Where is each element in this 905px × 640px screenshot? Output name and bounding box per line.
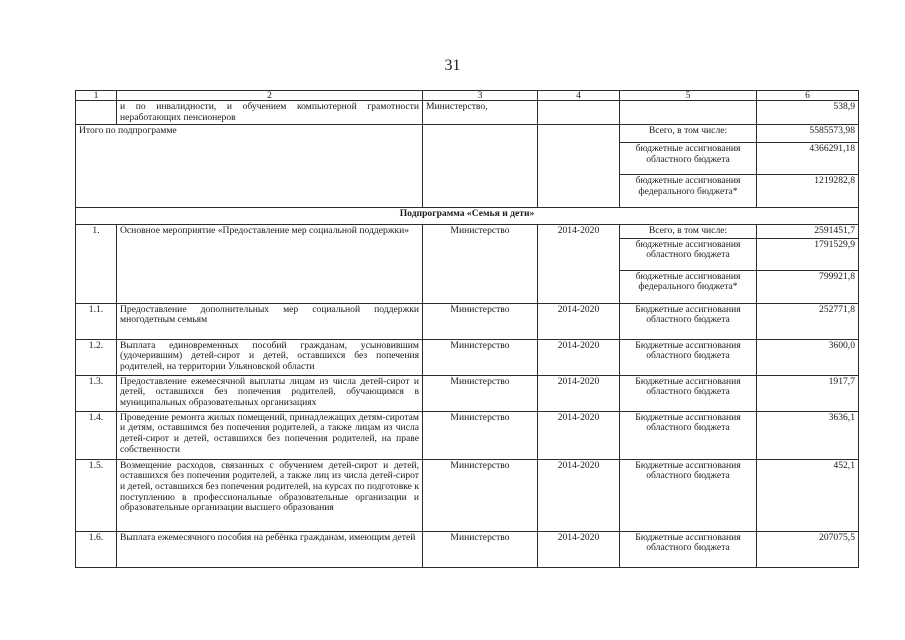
main-item-period: 2014-2020 bbox=[538, 225, 620, 304]
row-source: Бюджетные ассигнования областного бюджета bbox=[620, 303, 757, 339]
program-table bbox=[75, 90, 859, 568]
subtotal-amount-federal: 1219282,8 bbox=[757, 175, 859, 208]
row-num: 1.1. bbox=[76, 303, 117, 339]
subtotal-source-federal: бюджетные ассигнования федерального бюджета* bbox=[620, 175, 757, 208]
row-period: 2014-2020 bbox=[538, 339, 620, 375]
row-source: Бюджетные ассигнования областного бюджета bbox=[620, 411, 757, 459]
continuation-text: и по инвалидности, и обучением компьютерной грамотности неработающих пенсионеров bbox=[117, 101, 423, 125]
subtotal-source-total: Всего, в том числе: bbox=[620, 125, 757, 143]
row-text: Предоставление ежемесячной выплаты лицам из числа детей-сирот и детей, оставшихся без попечения родителей, обучающимся в муниципальных образовательных организациях bbox=[117, 375, 423, 411]
row-period: 2014-2020 bbox=[538, 459, 620, 531]
row-executor: Министерство bbox=[423, 339, 538, 375]
row-executor: Министерство bbox=[423, 459, 538, 531]
row-text: Проведение ремонта жилых помещений, принадлежащих детям-сиротам и детям, оставшимся без попечения родителей, а также лицам из числа детей-сирот и детей, оставшихся без попечения родителей, на праве собственности bbox=[117, 411, 423, 459]
subtotal-period bbox=[538, 125, 620, 208]
continuation-row bbox=[76, 101, 859, 125]
row-amount: 3636,1 bbox=[757, 411, 859, 459]
table-row bbox=[76, 375, 859, 411]
row-text: Возмещение расходов, связанных с обучением детей-сирот и детей, оставшихся без попечения родителей, а также лиц из числа детей-сирот и детей, оставшихся без попечения родителей, на курсах по подготовке к поступлению в профессиональные образовательные организации и образовательные организации высшего образования bbox=[117, 459, 423, 531]
table-row bbox=[76, 411, 859, 459]
subprogram-title-row bbox=[76, 208, 859, 225]
main-item-row bbox=[76, 225, 859, 239]
main-item-amount-total: 2591451,7 bbox=[757, 225, 859, 239]
row-text: Выплата ежемесячного пособия на ребёнка гражданам, имеющим детей bbox=[117, 531, 423, 567]
main-item-executor: Министерство bbox=[423, 225, 538, 304]
subtotal-executor bbox=[423, 125, 538, 208]
subprogram-title: Подпрограмма «Семья и дети» bbox=[76, 208, 859, 225]
main-item-num: 1. bbox=[76, 225, 117, 304]
main-item-amount-federal: 799921,8 bbox=[757, 270, 859, 303]
page-number: 31 bbox=[444, 57, 461, 74]
subtotal-row bbox=[76, 125, 859, 143]
row-amount: 1917,7 bbox=[757, 375, 859, 411]
row-num: 1.2. bbox=[76, 339, 117, 375]
header-col-2: 2 bbox=[117, 91, 423, 101]
row-num: 1.6. bbox=[76, 531, 117, 567]
header-col-4: 4 bbox=[538, 91, 620, 101]
main-item-source-federal: бюджетные ассигнования федерального бюджета* bbox=[620, 270, 757, 303]
row-source: Бюджетные ассигнования областного бюджета bbox=[620, 339, 757, 375]
header-col-1: 1 bbox=[76, 91, 117, 101]
table-row bbox=[76, 459, 859, 531]
row-executor: Министерство bbox=[423, 531, 538, 567]
row-text: Предоставление дополнительных мер социальной поддержки многодетным семьям bbox=[117, 303, 423, 339]
row-period: 2014-2020 bbox=[538, 531, 620, 567]
row-executor: Министерство bbox=[423, 303, 538, 339]
subtotal-amount-total: 5585573,98 bbox=[757, 125, 859, 143]
continuation-funding bbox=[620, 101, 757, 125]
continuation-executor: Министерство, bbox=[423, 101, 538, 125]
row-period: 2014-2020 bbox=[538, 303, 620, 339]
row-source: Бюджетные ассигнования областного бюджета bbox=[620, 531, 757, 567]
row-num: 1.5. bbox=[76, 459, 117, 531]
row-executor: Министерство bbox=[423, 411, 538, 459]
subtotal-amount-regional: 4366291,18 bbox=[757, 143, 859, 175]
header-col-6: 6 bbox=[757, 91, 859, 101]
main-item-amount-regional: 1791529,9 bbox=[757, 238, 859, 270]
main-item-text: Основное мероприятие «Предоставление мер социальной поддержки» bbox=[117, 225, 423, 304]
row-amount: 207075,5 bbox=[757, 531, 859, 567]
row-num: 1.3. bbox=[76, 375, 117, 411]
table-row bbox=[76, 531, 859, 567]
row-period: 2014-2020 bbox=[538, 375, 620, 411]
row-amount: 3600,0 bbox=[757, 339, 859, 375]
row-amount: 252771,8 bbox=[757, 303, 859, 339]
header-col-5: 5 bbox=[620, 91, 757, 101]
header-col-3: 3 bbox=[423, 91, 538, 101]
subtotal-label: Итого по подпрограмме bbox=[76, 125, 423, 208]
row-num: 1.4. bbox=[76, 411, 117, 459]
table-row bbox=[76, 303, 859, 339]
continuation-period bbox=[538, 101, 620, 125]
main-item-source-regional: бюджетные ассигнования областного бюджета bbox=[620, 238, 757, 270]
subtotal-source-regional: бюджетные ассигнования областного бюджета bbox=[620, 143, 757, 175]
main-item-source-total: Всего, в том числе: bbox=[620, 225, 757, 239]
row-source: Бюджетные ассигнования областного бюджета bbox=[620, 459, 757, 531]
continuation-num bbox=[76, 101, 117, 125]
header-row bbox=[76, 91, 859, 101]
row-source: Бюджетные ассигнования областного бюджета bbox=[620, 375, 757, 411]
row-amount: 452,1 bbox=[757, 459, 859, 531]
row-period: 2014-2020 bbox=[538, 411, 620, 459]
row-text: Выплата единовременных пособий гражданам, усыновившим (удочерившим) детей-сирот и детей, оставшихся без попечения родителей, на территории Ульяновской области bbox=[117, 339, 423, 375]
continuation-amount: 538,9 bbox=[757, 101, 859, 125]
row-executor: Министерство bbox=[423, 375, 538, 411]
table-row bbox=[76, 339, 859, 375]
